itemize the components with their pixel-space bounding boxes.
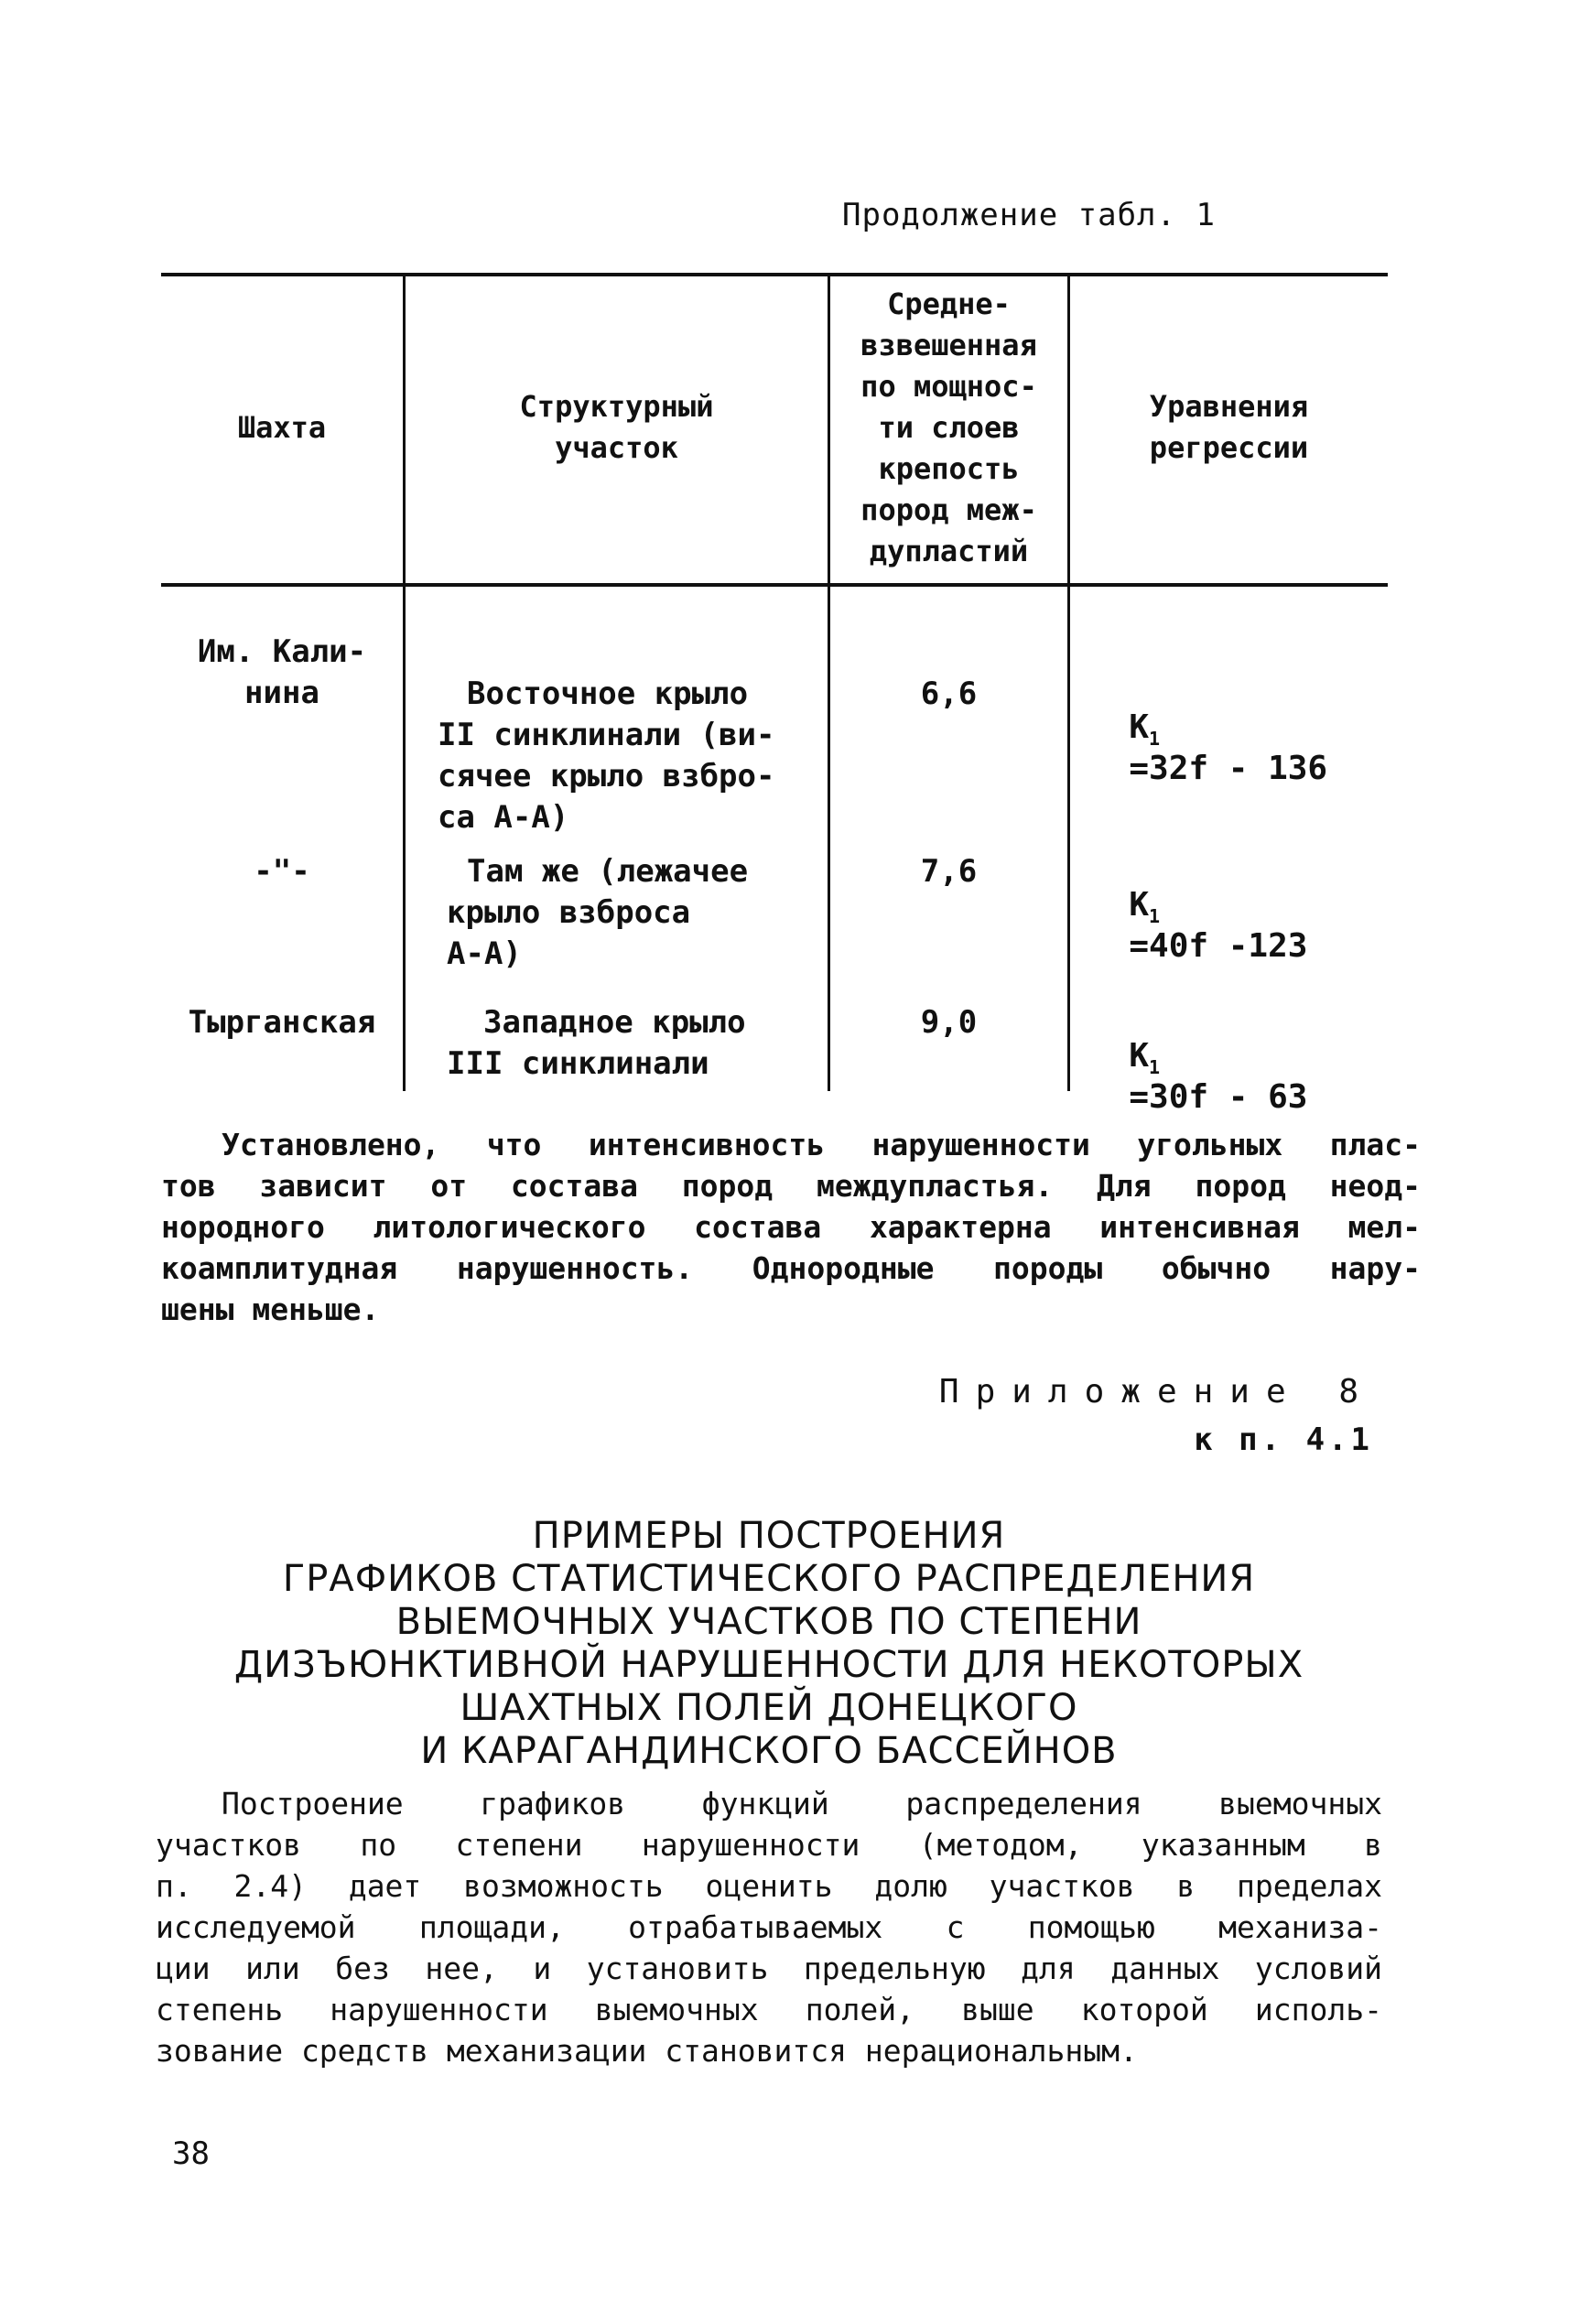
title-line: И КАРАГАНДИНСКОГО БАССЕЙНОВ — [420, 1730, 1118, 1772]
table-row — [161, 1002, 403, 1043]
row-mine-line: -"- — [254, 853, 310, 890]
header-mine — [161, 407, 403, 449]
k-symbol: K — [1129, 886, 1150, 924]
k-subscript: 1 — [1149, 1056, 1161, 1079]
k-symbol: K — [1129, 1037, 1150, 1075]
formula-expression: =40f -123 — [1129, 927, 1308, 966]
paragraph-line: ции или без нее, и установить предельную для данных условий — [156, 1951, 1382, 1986]
table-header-rule — [161, 583, 1388, 587]
row-section-line: III синклинали — [447, 1045, 709, 1082]
title-line: ДИЗЪЮНКТИВНОЙ НАРУШЕННОСТИ ДЛЯ НЕКОТОРЫХ — [233, 1644, 1304, 1686]
header-strength-line: взвешенная — [860, 328, 1037, 362]
row-section — [447, 851, 748, 975]
header-regression — [1070, 386, 1388, 469]
row-section-line: Там же (лежачее — [467, 853, 749, 890]
header-section-line: Структурный — [519, 389, 714, 424]
header-strength-line: крепость — [878, 451, 1020, 486]
header-regression-line: регрессии — [1149, 430, 1309, 465]
paragraph-line: степень нарушенности выемочных полей, выше которой исполь- — [156, 1992, 1382, 2027]
paragraph-2 — [156, 1783, 1382, 2071]
row-regression-formula — [1089, 1000, 1307, 1116]
appendix-reference: к п. 4.1 — [1194, 1421, 1373, 1458]
paragraph-line: коамплитудная нарушенность. Однородные породы обычно нару- — [161, 1250, 1421, 1286]
title-line: ПРИМЕРЫ ПОСТРОЕНИЯ — [532, 1515, 1006, 1557]
paragraph-line: Построение графиков функций распределения выемочных — [222, 1786, 1382, 1821]
paragraph-line: зование средств механизации становится нерациональным. — [156, 2033, 1138, 2069]
formula-expression: =32f - 136 — [1129, 750, 1328, 788]
paragraph-line: исследуемой площади, отрабатываемых с помощью механиза- — [156, 1909, 1382, 1945]
row-section-line: крыло взброса — [447, 894, 691, 931]
row-section-line: II синклинали (ви- — [438, 717, 775, 753]
header-strength — [830, 284, 1067, 572]
row-section-line: са А-А) — [438, 799, 569, 836]
row-mine-line: Тырганская — [188, 1004, 376, 1041]
row-section-line: Восточное крыло — [467, 676, 749, 712]
formula-expression: =30f - 63 — [1129, 1078, 1308, 1117]
row-section — [438, 674, 774, 838]
header-strength-line: пород меж- — [860, 492, 1037, 527]
row-regression-formula — [1089, 849, 1307, 965]
row-section-line: А-А) — [447, 935, 522, 972]
row-mine-line: Им. Кали- — [197, 633, 367, 670]
title-line: ШАХТНЫХ ПОЛЕЙ ДОНЕЦКОГО — [460, 1687, 1078, 1729]
paragraph-line: участков по степени нарушенности (методом, указанным в — [156, 1827, 1382, 1863]
header-regression-line: Уравнения — [1149, 389, 1309, 424]
appendix-label: Приложение 8 — [938, 1373, 1375, 1411]
title-line: ГРАФИКОВ СТАТИСТИЧЕСКОГО РАСПРЕДЕЛЕНИЯ — [282, 1558, 1256, 1600]
paragraph-line: Установлено, что интенсивность нарушенности угольных плас- — [222, 1127, 1421, 1162]
table-caption: Продолжение табл. 1 — [842, 197, 1216, 233]
paragraph-line: тов зависит от состава пород междупластья. Для пород неод- — [161, 1168, 1421, 1204]
row-section-line: сячее крыло взбро- — [438, 758, 775, 794]
row-section-line: Западное крыло — [483, 1004, 746, 1041]
paragraph-line: нородного литологического состава характерна интенсивная мел- — [161, 1209, 1421, 1245]
row-regression-formula — [1089, 671, 1327, 787]
header-mine-text: Шахта — [237, 410, 327, 445]
header-strength-line: ти слоев — [878, 410, 1020, 445]
k-subscript: 1 — [1149, 728, 1161, 751]
paragraph-line: п. 2.4) дает возможность оценить долю участков в пределах — [156, 1868, 1382, 1904]
header-strength-line: дупластий — [869, 534, 1029, 568]
paragraph-1 — [161, 1124, 1421, 1330]
header-strength-line: по мощнос- — [860, 369, 1037, 404]
row-strength: 9,0 — [920, 1004, 978, 1041]
section-title — [128, 1515, 1410, 1773]
table-top-rule — [161, 273, 1388, 276]
row-section — [447, 1002, 746, 1085]
paragraph-line: шены меньше. — [161, 1292, 380, 1327]
row-strength: 6,6 — [920, 676, 978, 712]
table-row — [161, 632, 403, 714]
k-subscript: 1 — [1149, 905, 1161, 928]
page-number: 38 — [172, 2135, 210, 2172]
title-line: ВЫЕМОЧНЫХ УЧАСТКОВ ПО СТЕПЕНИ — [395, 1601, 1142, 1643]
header-strength-line: Средне- — [887, 286, 1011, 321]
row-mine-line: нина — [244, 675, 319, 711]
row-strength: 7,6 — [920, 853, 978, 890]
header-section — [406, 386, 828, 469]
header-section-line: участок — [555, 430, 678, 465]
k-symbol: K — [1129, 708, 1150, 746]
table-row — [161, 851, 403, 892]
